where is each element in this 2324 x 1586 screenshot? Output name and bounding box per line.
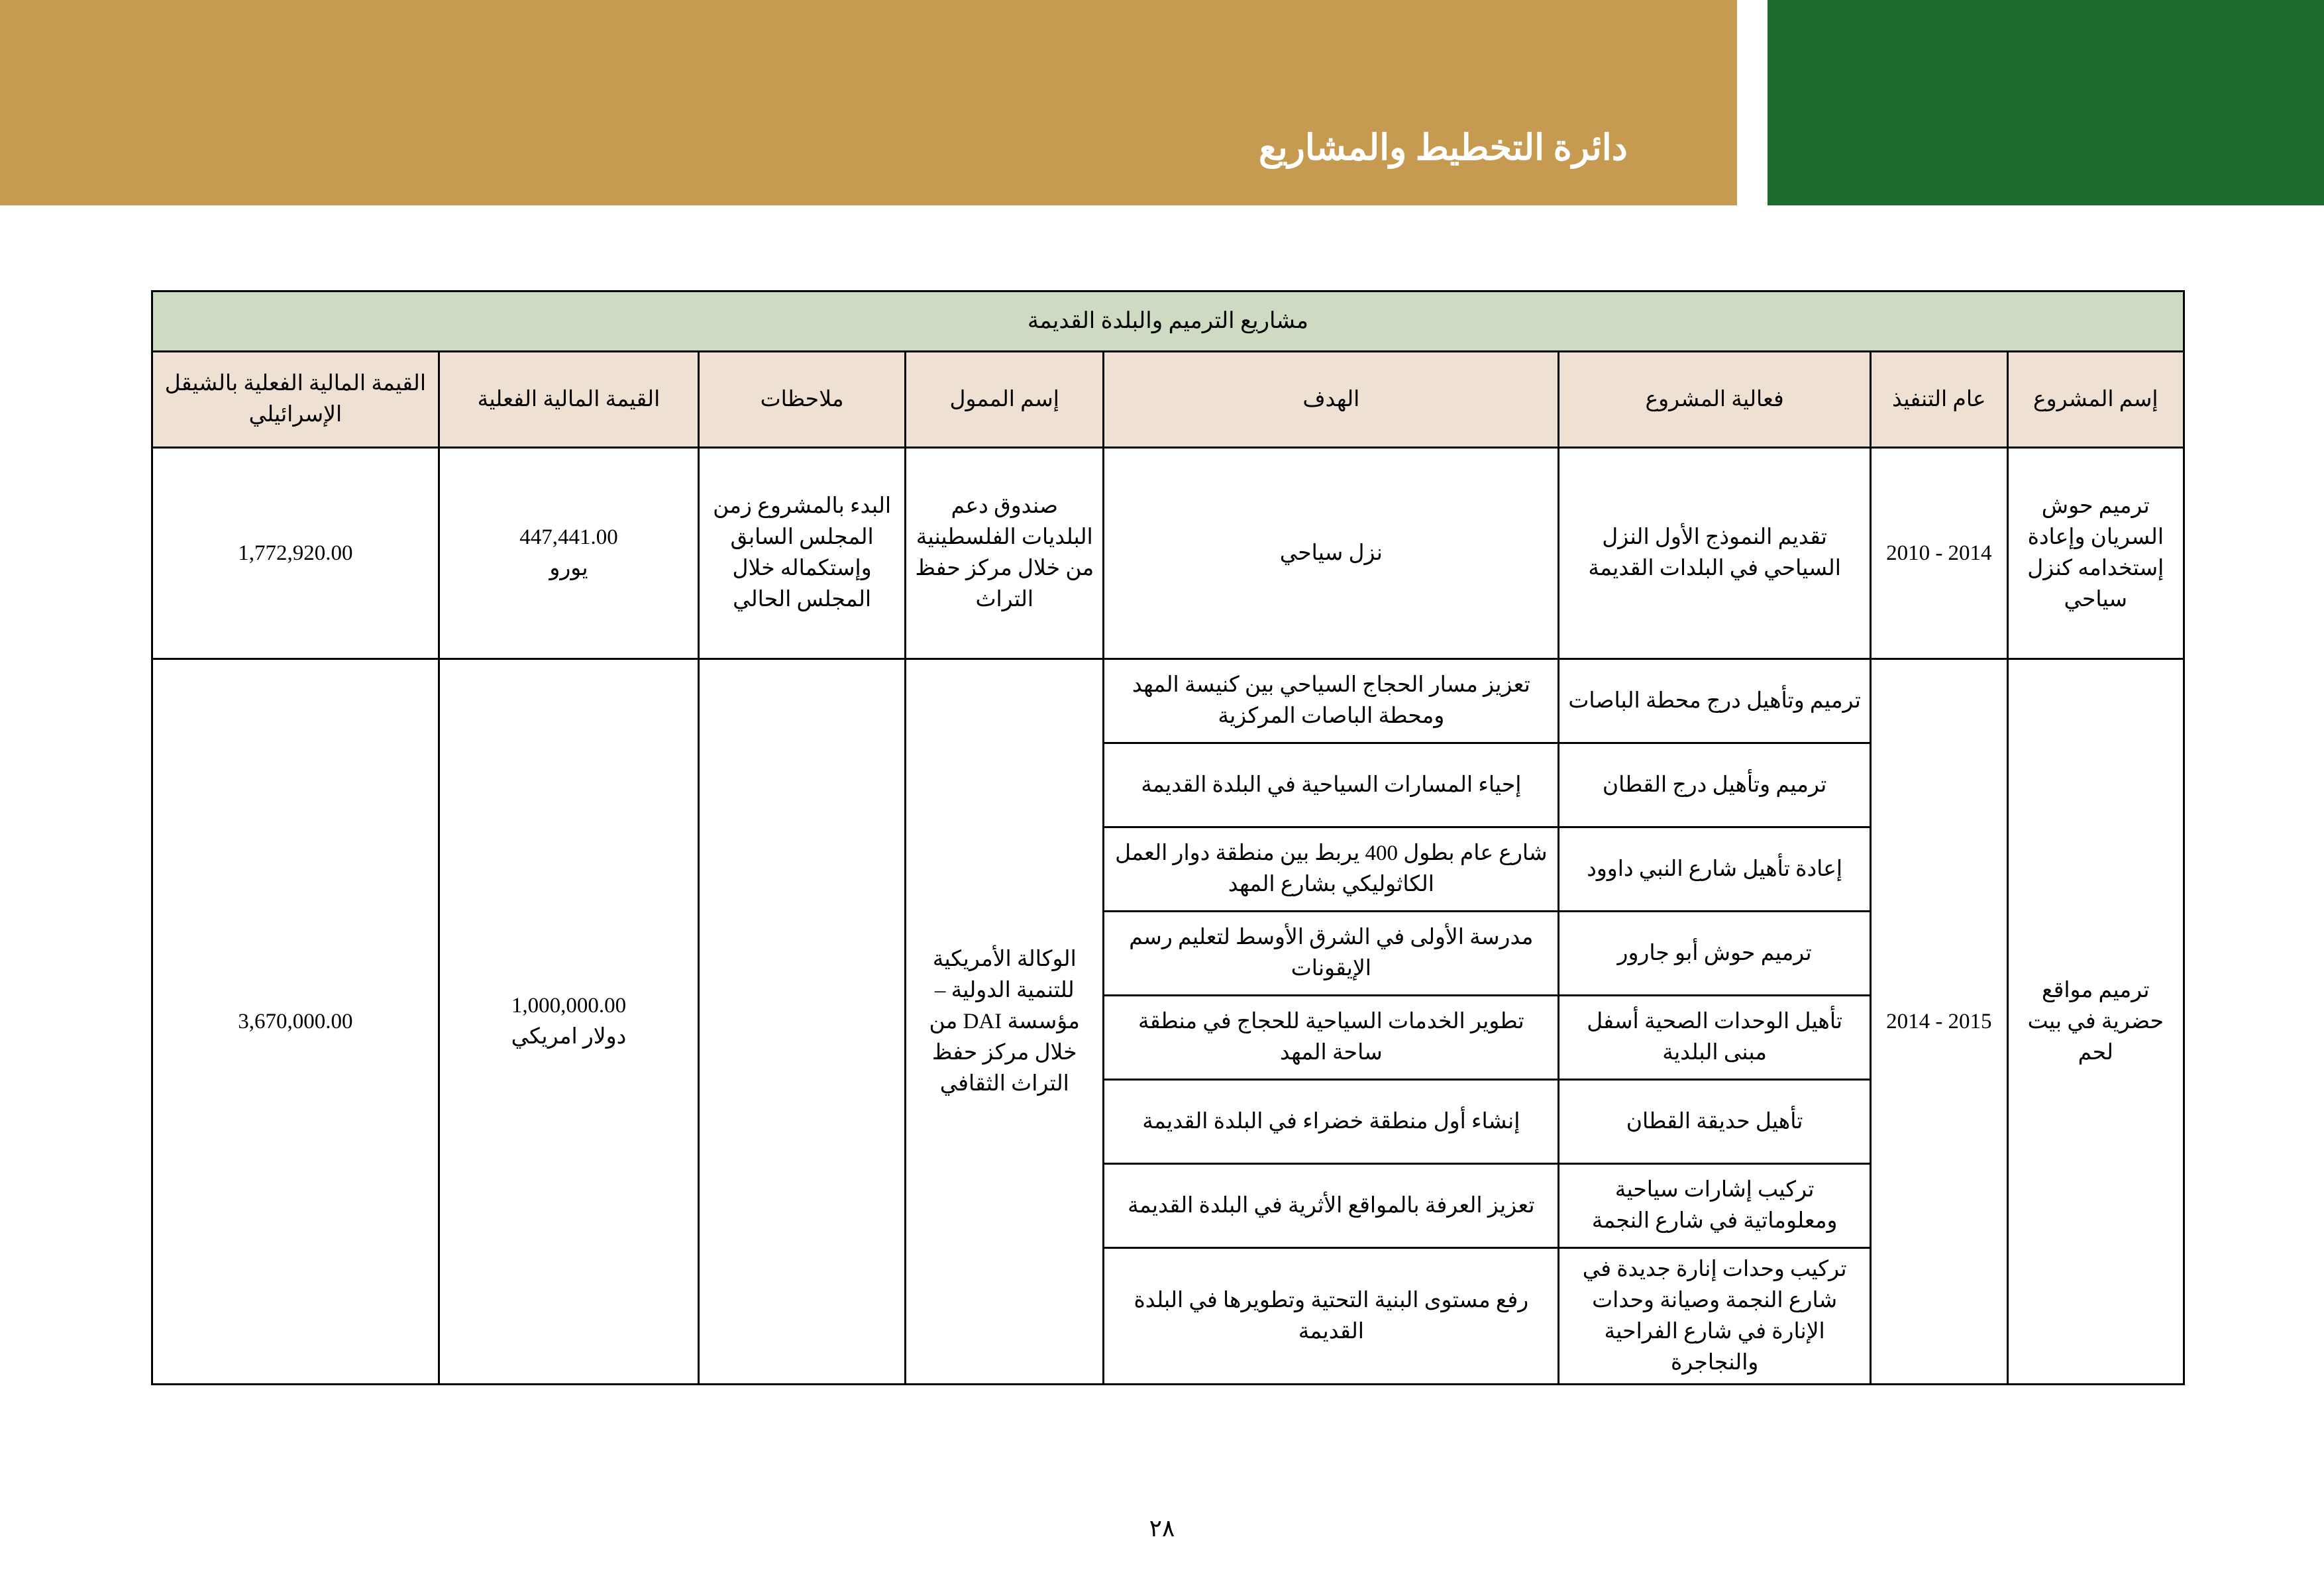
page-header-banner [0, 0, 2324, 205]
cell-goal: رفع مستوى البنية التحتية وتطويرها في البلدة القديمة [1104, 1248, 1559, 1385]
green-banner-band [1768, 0, 2324, 205]
cell-project-name: ترميم حوش السريان وإعادة إستخدامه كنزل سياحي [2007, 448, 2184, 659]
cell-value-amount: 447,441.00 [519, 525, 618, 550]
cell-notes: البدء بالمشروع زمن المجلس السابق وإستكماله خلال المجلس الحالي [699, 448, 906, 659]
column-header-year: عام التنفيذ [1871, 352, 2008, 448]
cell-goal: تطوير الخدمات السياحية للحجاج في منطقة ساحة المهد [1104, 996, 1559, 1080]
cell-value [439, 448, 698, 659]
cell-activity: تقديم النموذج الأول النزل السياحي في البلدات القديمة [1559, 448, 1871, 659]
cell-year: 2010 - 2014 [1871, 448, 2008, 659]
table-title: مشاريع الترميم والبلدة القديمة [152, 291, 2184, 352]
cell-value-amount: 1,000,000.00 [511, 994, 627, 1018]
cell-value-currency: يورو [549, 556, 588, 580]
table-row [152, 659, 2184, 743]
table-row [152, 448, 2184, 659]
cell-goal: تعزيز العرفة بالمواقع الأثرية في البلدة القديمة [1104, 1164, 1559, 1248]
cell-value-currency: دولار امريكي [511, 1025, 627, 1049]
cell-goal: تعزيز مسار الحجاج السياحي بين كنيسة المهد ومحطة الباصات المركزية [1104, 659, 1559, 743]
cell-activity: تركيب وحدات إنارة جديدة في شارع النجمة وصيانة وحدات الإنارة في شارع الفراحية والنجاجرة [1559, 1248, 1871, 1385]
column-header-goal: الهدف [1104, 352, 1559, 448]
cell-activity: ترميم وتأهيل درج محطة الباصات [1559, 659, 1871, 743]
cell-goal: نزل سياحي [1104, 448, 1559, 659]
column-header-project-name: إسم المشروع [2007, 352, 2184, 448]
column-header-value: القيمة المالية الفعلية [439, 352, 698, 448]
cell-activity: تركيب إشارات سياحية ومعلوماتية في شارع النجمة [1559, 1164, 1871, 1248]
cell-value [439, 659, 698, 1385]
page-number: ٢٨ [1149, 1515, 1175, 1542]
table-title-row [152, 291, 2184, 352]
cell-funder: صندوق دعم البلديات الفلسطينية من خلال مركز حفظ التراث [906, 448, 1104, 659]
table-header-row [152, 352, 2184, 448]
cell-activity: إعادة تأهيل شارع النبي داوود [1559, 827, 1871, 912]
cell-activity: ترميم حوش أبو جارور [1559, 912, 1871, 996]
cell-value-ils: 1,772,920.00 [152, 448, 439, 659]
cell-value-ils: 3,670,000.00 [152, 659, 439, 1385]
cell-activity: تأهيل حديقة القطان [1559, 1080, 1871, 1164]
gold-banner-band [0, 0, 1737, 205]
cell-goal: إنشاء أول منطقة خضراء في البلدة القديمة [1104, 1080, 1559, 1164]
cell-goal: شارع عام بطول 400 يربط بين منطقة دوار العمل الكاثوليكي بشارع المهد [1104, 827, 1559, 912]
cell-activity: تأهيل الوحدات الصحية أسفل مبنى البلدية [1559, 996, 1871, 1080]
cell-notes [699, 659, 906, 1385]
projects-table [151, 290, 2185, 1385]
cell-activity: ترميم وتأهيل درج القطان [1559, 743, 1871, 827]
column-header-activity: فعالية المشروع [1559, 352, 1871, 448]
cell-project-name: ترميم مواقع حضرية في بيت لحم [2007, 659, 2184, 1385]
projects-table-container [151, 290, 2185, 1385]
cell-year: 2014 - 2015 [1871, 659, 2008, 1385]
cell-goal: مدرسة الأولى في الشرق الأوسط لتعليم رسم الإيقونات [1104, 912, 1559, 996]
page-title: دائرة التخطيط والمشاريع [1259, 128, 1628, 168]
column-header-funder: إسم الممول [906, 352, 1104, 448]
cell-funder: الوكالة الأمريكية للتنمية الدولية – مؤسسة DAI من خلال مركز حفظ التراث الثقافي [906, 659, 1104, 1385]
column-header-value-ils: القيمة المالية الفعلية بالشيقل الإسرائيلي [152, 352, 439, 448]
cell-goal: إحياء المسارات السياحية في البلدة القديمة [1104, 743, 1559, 827]
column-header-notes: ملاحظات [699, 352, 906, 448]
